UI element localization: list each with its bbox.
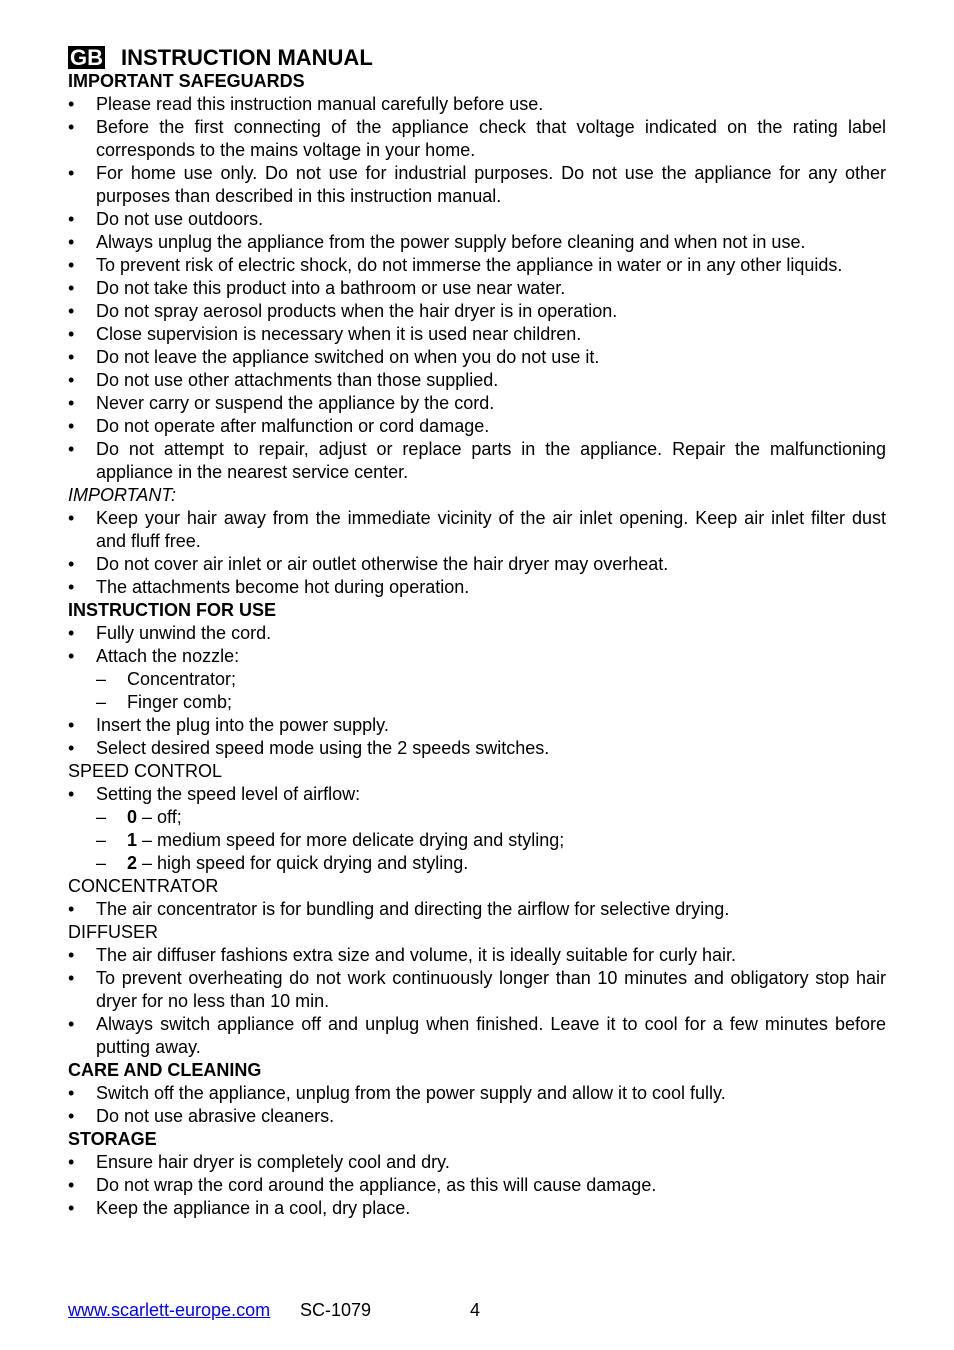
section-heading-concentrator: CONCENTRATOR bbox=[68, 876, 219, 896]
list-item: • Do not wrap the cord around the appliance, as this will cause damage. bbox=[68, 1174, 886, 1197]
list-item: • To prevent overheating do not work continuously longer than 10 minutes and obligatory stop hair dryer for no less than 10 min. bbox=[68, 967, 886, 1013]
list-item: • Fully unwind the cord. bbox=[68, 622, 886, 645]
list-item: • Do not use outdoors. bbox=[68, 208, 886, 231]
nozzle-list bbox=[68, 668, 886, 714]
list-item: • Do not attempt to repair, adjust or replace parts in the appliance. Repair the malfunctioning appliance in the nearest service center. bbox=[68, 438, 886, 484]
section-heading-diffuser: DIFFUSER bbox=[68, 922, 158, 942]
list-item: • Do not use other attachments than those supplied. bbox=[68, 369, 886, 392]
instruction-list-continued bbox=[68, 714, 886, 760]
list-item: • Keep the appliance in a cool, dry place. bbox=[68, 1197, 886, 1220]
speed-level-text: – off; bbox=[137, 807, 182, 827]
section-heading-safeguards: IMPORTANT SAFEGUARDS bbox=[68, 71, 305, 91]
page-footer bbox=[68, 1299, 481, 1321]
diffuser-list bbox=[68, 944, 886, 1059]
list-item: • Do not take this product into a bathroom or use near water. bbox=[68, 277, 886, 300]
list-item: • Setting the speed level of airflow: bbox=[68, 783, 886, 806]
speed-level-code: 2 bbox=[127, 853, 138, 873]
list-item: • Do not use abrasive cleaners. bbox=[68, 1105, 886, 1128]
model-number: SC-1079 bbox=[300, 1300, 372, 1320]
section-heading-speed-control: SPEED CONTROL bbox=[68, 761, 223, 781]
language-badge: GB bbox=[70, 44, 103, 70]
speed-level-item bbox=[68, 829, 886, 852]
website-link[interactable]: www.scarlett-europe.com bbox=[68, 1300, 271, 1320]
list-item: • Do not cover air inlet or air outlet otherwise the hair dryer may overheat. bbox=[68, 553, 886, 576]
manual-page bbox=[68, 44, 886, 1220]
section-heading-important: IMPORTANT: bbox=[68, 485, 176, 505]
speed-level-code: 0 bbox=[127, 807, 138, 827]
list-item: • Do not spray aerosol products when the hair dryer is in operation. bbox=[68, 300, 886, 323]
page-number: 4 bbox=[470, 1300, 481, 1320]
speed-level-item bbox=[68, 852, 886, 875]
list-item: • Always switch appliance off and unplug when finished. Leave it to cool for a few minutes before putting away. bbox=[68, 1013, 886, 1059]
list-item: • Insert the plug into the power supply. bbox=[68, 714, 886, 737]
list-item: • Ensure hair dryer is completely cool and dry. bbox=[68, 1151, 886, 1174]
list-item: • The attachments become hot during operation. bbox=[68, 576, 886, 599]
instruction-list bbox=[68, 622, 886, 668]
speed-level-code: 1 bbox=[127, 830, 138, 850]
speed-level-text: – medium speed for more delicate drying and styling; bbox=[137, 830, 565, 850]
list-item: • To prevent risk of electric shock, do not immerse the appliance in water or in any other liquids. bbox=[68, 254, 886, 277]
speed-control-list bbox=[68, 783, 886, 806]
speed-level-item bbox=[68, 806, 886, 829]
list-item: • Before the first connecting of the appliance check that voltage indicated on the rating label corresponds to the mains voltage in your home. bbox=[68, 116, 886, 162]
section-heading-care: CARE AND CLEANING bbox=[68, 1060, 262, 1080]
section-heading-instruction: INSTRUCTION FOR USE bbox=[68, 600, 277, 620]
list-item: • The air diffuser fashions extra size and volume, it is ideally suitable for curly hair. bbox=[68, 944, 886, 967]
sub-list-item: – Finger comb; bbox=[68, 691, 886, 714]
storage-list bbox=[68, 1151, 886, 1220]
speed-levels-list bbox=[68, 806, 886, 875]
title-row bbox=[68, 44, 886, 70]
concentrator-list bbox=[68, 898, 886, 921]
important-list bbox=[68, 507, 886, 599]
list-item: • Do not operate after malfunction or cord damage. bbox=[68, 415, 886, 438]
list-item: • The air concentrator is for bundling and directing the airflow for selective drying. bbox=[68, 898, 886, 921]
list-item: • Close supervision is necessary when it is used near children. bbox=[68, 323, 886, 346]
list-item: • Switch off the appliance, unplug from the power supply and allow it to cool fully. bbox=[68, 1082, 886, 1105]
list-item: • Do not leave the appliance switched on when you do not use it. bbox=[68, 346, 886, 369]
care-list bbox=[68, 1082, 886, 1128]
list-item: • Keep your hair away from the immediate vicinity of the air inlet opening. Keep air inlet filter dust and fluff free. bbox=[68, 507, 886, 553]
sub-list-item: – Concentrator; bbox=[68, 668, 886, 691]
list-item: • Please read this instruction manual carefully before use. bbox=[68, 93, 886, 116]
section-heading-storage: STORAGE bbox=[68, 1129, 157, 1149]
safeguards-list bbox=[68, 93, 886, 484]
list-item: • Never carry or suspend the appliance by the cord. bbox=[68, 392, 886, 415]
speed-level-text: – high speed for quick drying and styling. bbox=[137, 853, 469, 873]
list-item: • Select desired speed mode using the 2 speeds switches. bbox=[68, 737, 886, 760]
list-item: • Attach the nozzle: bbox=[68, 645, 886, 668]
page-title: INSTRUCTION MANUAL bbox=[121, 44, 373, 70]
list-item: • For home use only. Do not use for industrial purposes. Do not use the appliance for any other purposes than described in this instruction manual. bbox=[68, 162, 886, 208]
list-item: • Always unplug the appliance from the power supply before cleaning and when not in use. bbox=[68, 231, 886, 254]
